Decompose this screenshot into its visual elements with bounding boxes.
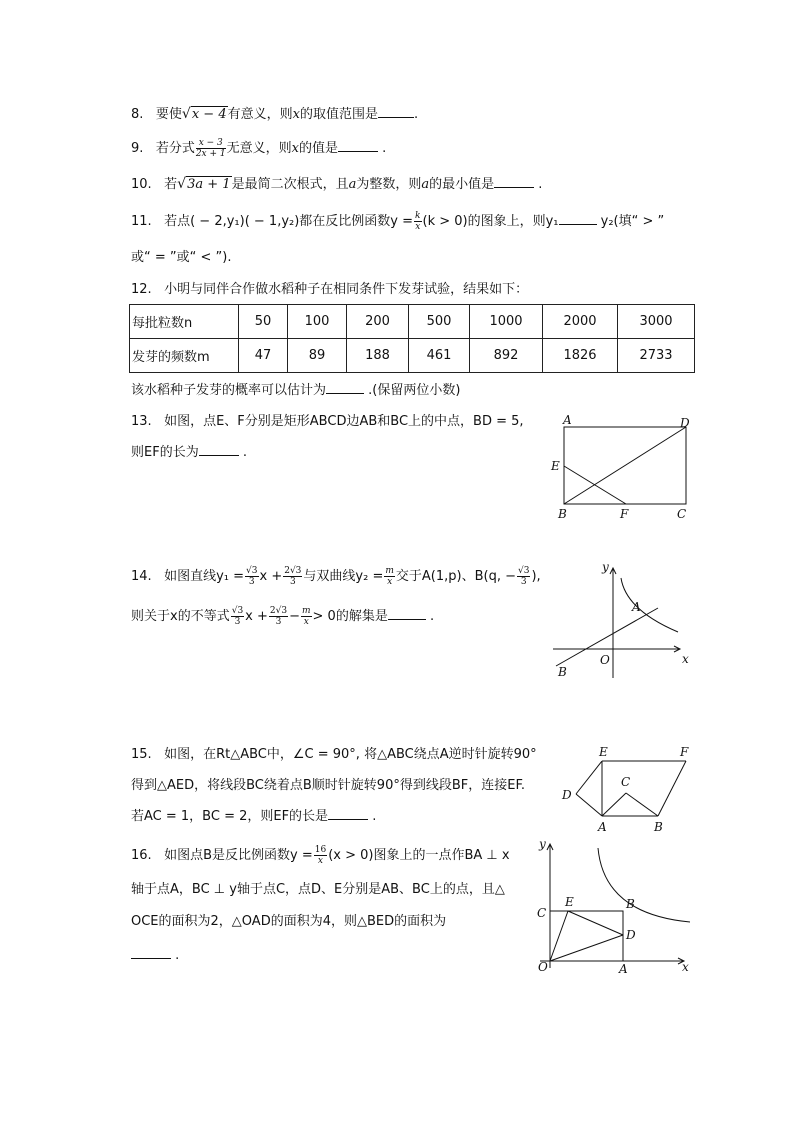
question-13-line-2 [131,442,247,463]
germination-table [129,304,695,373]
fraction-numerator: 16 [314,845,327,855]
q14-text-line2-a: 则关于x的不等式 [131,609,230,624]
q14-text-line2-d: > 0的解集是 [312,609,388,624]
table-cell: 1826 [543,339,618,373]
table-cell: 188 [347,339,409,373]
segment-cb [626,793,658,816]
question-number: 11. [131,214,152,229]
table-cell: 892 [470,339,543,373]
fraction [245,566,258,587]
q11-text-line2: 或“ = ”或“ < ”). [131,250,232,265]
question-10 [131,174,542,195]
fraction [517,566,530,587]
q16-end: . [175,948,180,963]
fraction-numerator: √3 [246,566,258,576]
table-row-header: 每批粒数n [130,305,239,339]
q9-text-post: 无意义，则 [226,141,292,156]
q11-text-3: y₂(填“ > ” [600,214,665,229]
q10-var: a [348,177,357,192]
q14-text-c: 与双曲线y₂ = [303,569,384,584]
label-c: C [537,906,547,920]
fraction-denominator: 2x + 1 [195,149,226,159]
q14-text-d: 交于A(1,p)、B(q, − [395,569,516,584]
answer-blank[interactable] [378,104,414,118]
question-12 [131,280,528,300]
q16-text-3: OCE的面积为2，△OAD的面积为4，则△BED的面积为 [131,914,447,929]
fraction-denominator: 3 [520,577,527,587]
label-c: C [621,775,631,789]
question-16 [131,845,510,866]
q14-end: . [429,609,435,624]
fraction-numerator: √3 [517,566,530,576]
question-number: 12. [131,282,152,297]
question-number: 15. [131,747,152,762]
segment-da [576,794,602,816]
fraction [231,606,244,627]
q8-var: x [292,107,300,122]
table-row [130,339,695,373]
table-cell: 2733 [618,339,695,373]
answer-blank[interactable] [388,606,426,620]
question-9 [131,138,386,159]
q10-text-post3: 的最小值是 [429,177,495,192]
fraction-numerator: m [301,606,311,616]
answer-blank[interactable] [494,174,534,188]
fraction-denominator: x [303,617,309,627]
q16-text-a: 如图点B是反比例函数y = [164,848,313,863]
q10-text-post: 是最简二次根式，且 [231,177,349,192]
question-12-after [131,380,460,401]
answer-blank[interactable] [326,380,364,394]
answer-blank[interactable] [338,138,378,152]
label-c: C [677,507,687,521]
answer-blank[interactable] [199,442,239,456]
fraction [196,138,226,159]
q15-text-2: 得到△AED，将线段BC绕着点B顺时针旋转90°得到线段BF，连接EF. [131,778,525,793]
question-11 [131,211,664,232]
label-b: B [626,897,635,911]
label-d: D [626,928,636,942]
q9-text-pre: 若分式 [155,141,195,156]
segment-fb [658,761,686,816]
label-a: A [632,600,641,614]
fraction-denominator: x [387,577,393,587]
fraction [384,566,395,587]
q8-end: . [413,107,419,122]
q16-text-b: (x > 0)图象上的一点作BA ⊥ x [328,848,510,863]
q10-var2: a [421,177,430,192]
rectangle-oabc [550,911,623,961]
sqrt-expression [177,175,231,195]
q14-text-line2-c: − [289,609,300,624]
answer-blank[interactable] [328,806,368,820]
label-x: x [682,960,689,974]
q14-text-b: x + [259,569,283,584]
radicand: x − 4 [191,107,227,122]
table-cell: 3000 [618,305,695,339]
label-b: B [654,820,663,834]
question-number: 14. [131,569,152,584]
question-16-line-4 [131,945,179,966]
hyperbola-line-figure [548,558,698,682]
answer-blank[interactable] [559,211,597,225]
question-11-line-2 [131,248,231,268]
q13-text-1: 如图，点E、F分别是矩形ABCD边AB和BC上的中点，BD = 5, [164,414,524,429]
table-cell: 47 [239,339,288,373]
q8-text-pre: 要使 [155,107,182,122]
table-row-header: 发芽的频数m [130,339,239,373]
q11-text-2: (k > 0)的图象上，则y₁ [422,214,559,229]
question-13 [131,412,524,432]
rectangle-figure [546,412,696,524]
question-number: 9. [131,141,144,156]
table-cell: 200 [347,305,409,339]
q13-end: . [242,445,247,460]
question-number: 10. [131,177,152,192]
fraction-denominator: 3 [234,617,241,627]
q9-var: x [291,141,299,156]
table-cell: 100 [288,305,347,339]
label-f: F [680,745,689,759]
q14-text-e: ), [531,569,541,584]
q15-end: . [372,809,377,824]
q11-text-1: 若点( − 2,y₁)( − 1,y₂)都在反比例函数y = [164,214,414,229]
q8-text-post: 有意义，则 [227,107,293,122]
fraction-numerator: m [385,566,394,576]
q9-text-post2: 的值是 [298,141,338,156]
label-a: A [598,820,607,834]
table-cell: 500 [409,305,470,339]
q9-end: . [382,141,387,156]
question-15-line-3 [131,806,376,827]
question-16-line-3 [131,912,446,932]
rotation-figure [558,742,698,836]
segment-od [550,935,623,961]
q13-text-2: 则EF的长为 [131,445,199,460]
fraction-numerator: x − 3 [196,138,226,149]
label-e: E [551,459,560,473]
fraction [301,606,312,627]
question-8 [131,104,418,125]
fraction-denominator: 3 [248,577,255,587]
q10-text-pre: 若 [164,177,178,192]
label-e: E [599,745,608,759]
question-16-line-2 [131,880,505,900]
question-number: 8. [131,107,144,122]
label-a: A [563,413,572,427]
fraction [283,566,302,587]
label-x: x [682,652,689,666]
diagonal-bd [564,427,686,504]
label-d: D [562,788,572,802]
q10-end: . [538,177,543,192]
label-y: y [602,560,609,574]
label-o: O [538,960,548,974]
label-f: F [620,507,629,521]
fraction-denominator: 3 [275,617,282,627]
q12-text: 小明与同伴合作做水稻种子在相同条件下发芽试验，结果如下： [164,282,529,297]
question-14-line-2 [131,606,434,627]
table-cell: 1000 [470,305,543,339]
q10-text-post2: 为整数，则 [356,177,422,192]
fraction-denominator: 3 [289,577,296,587]
label-d: D [680,416,690,430]
fraction-numerator: 2√3 [284,566,302,576]
fraction [414,211,421,232]
q14-text-a: 如图直线y₁ = [164,569,245,584]
segment-ac [602,793,626,816]
fraction-numerator: √3 [231,606,244,616]
segment-oe [550,911,568,961]
answer-blank[interactable] [131,945,171,959]
label-b: B [558,507,567,521]
table-cell: 461 [409,339,470,373]
table-cell: 50 [239,305,288,339]
segment-ed [576,761,602,794]
fraction-numerator: 2√3 [269,606,288,616]
table-row [130,305,695,339]
question-number: 13. [131,414,152,429]
question-15-line-2 [131,776,525,796]
question-14 [131,566,541,587]
sqrt-expression [182,105,228,125]
q15-text-3: 若AC = 1，BC = 2，则EF的长是 [131,809,329,824]
q12-after-post: .(保留两位小数) [368,383,461,398]
label-a: A [619,962,628,976]
inverse-function-figure [522,838,694,978]
table-cell: 2000 [543,305,618,339]
label-b: B [558,665,567,679]
q15-text-1: 如图，在Rt△ABC中，∠C = 90°, 将△ABC绕点A逆时针旋转90° [164,747,537,762]
radicand: 3a + 1 [187,177,231,192]
label-y: y [539,838,546,851]
q12-after-pre: 该水稻种子发芽的概率可以估计为 [131,383,327,398]
fraction-numerator: k [415,211,421,221]
label-e: E [565,895,574,909]
fraction-denominator: x [415,222,421,232]
segment-ed [568,911,623,935]
question-15 [131,745,537,765]
table-cell: 89 [288,339,347,373]
q8-text-post2: 的取值范围是 [299,107,378,122]
fraction [314,845,327,866]
label-o: O [600,653,610,667]
fraction [269,606,288,627]
fraction-denominator: x [317,856,323,866]
q14-text-line2-b: x + [245,609,268,624]
q16-text-2: 轴于点A，BC ⊥ y轴于点C，点D、E分别是AB、BC上的点，且△ [131,882,505,897]
question-number: 16. [131,848,152,863]
